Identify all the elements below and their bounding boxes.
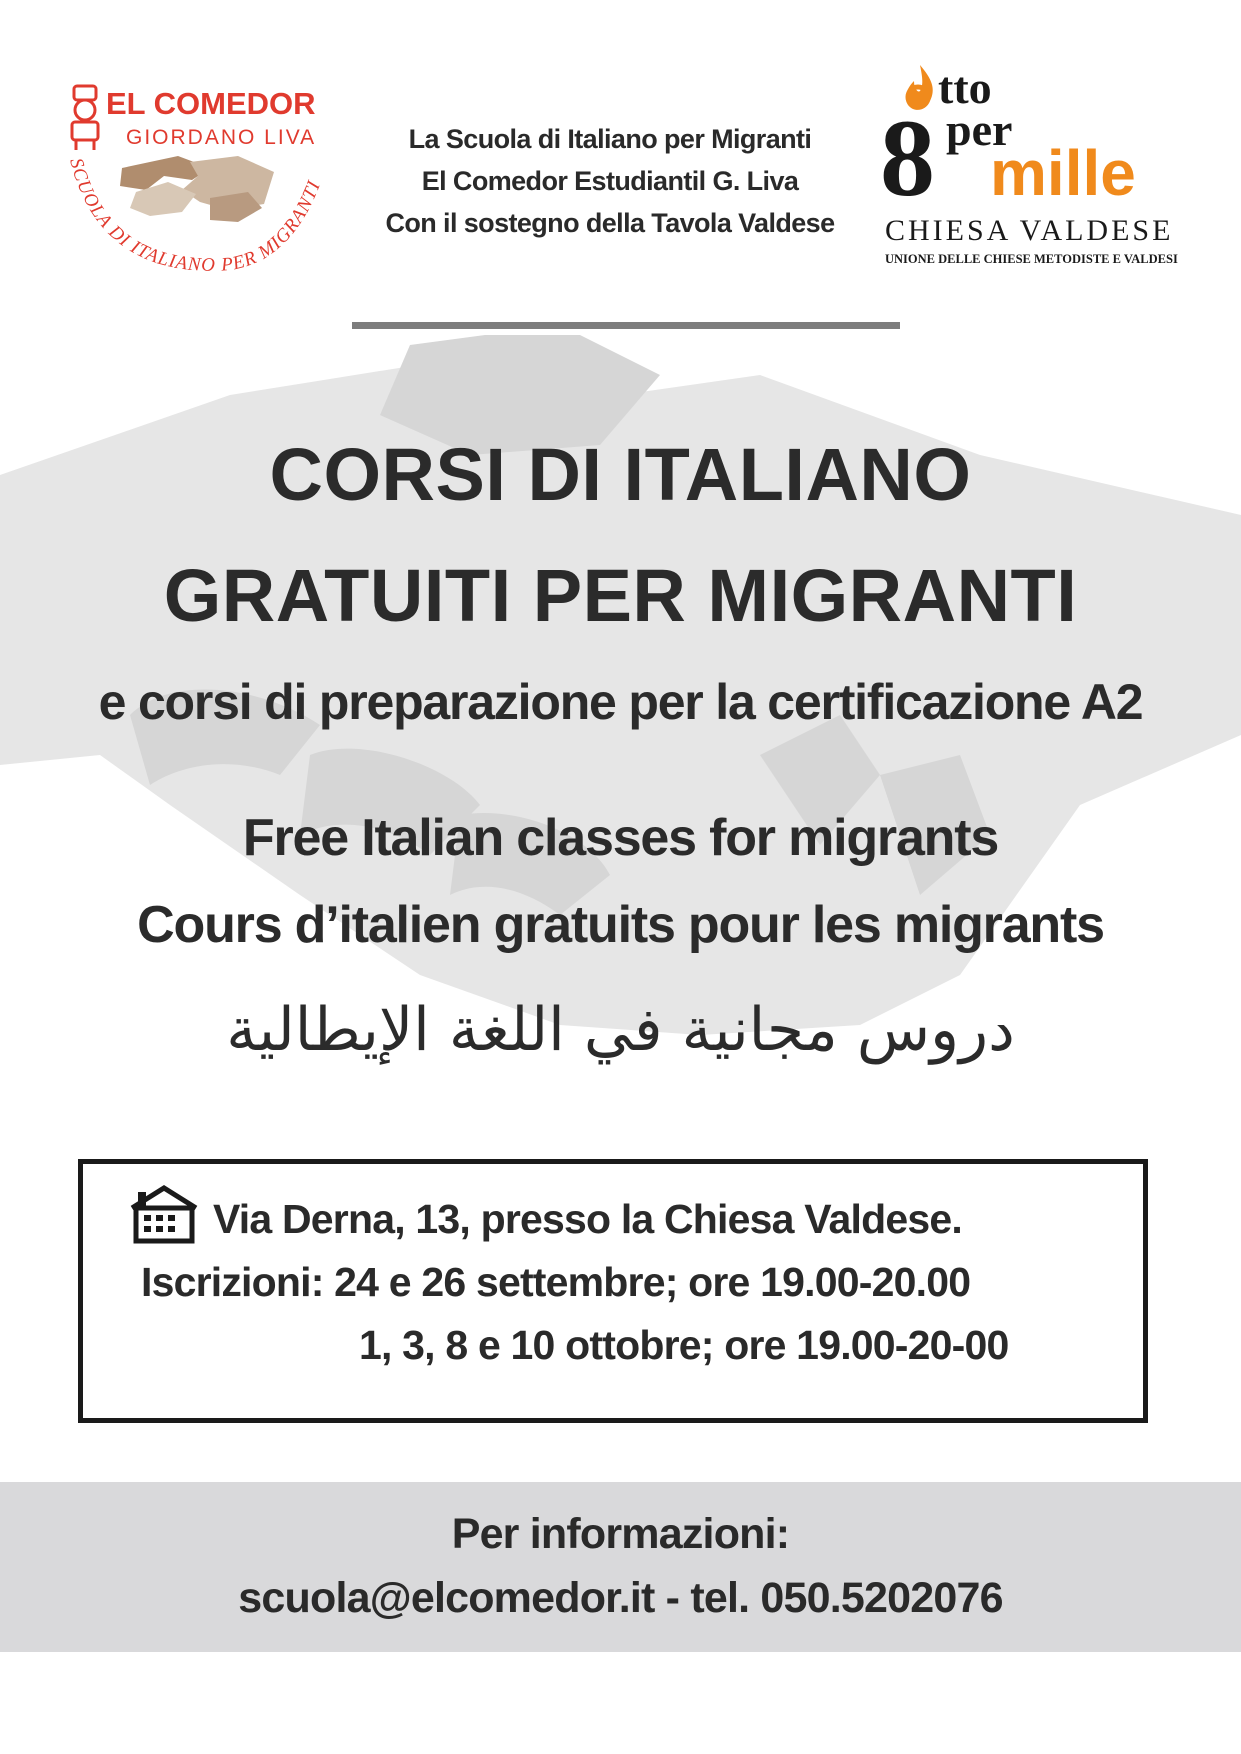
logo-church-text: CHIESA VALDESE xyxy=(885,214,1174,247)
logo-brand-text: EL COMEDOR xyxy=(106,86,316,121)
info-box xyxy=(78,1159,1148,1423)
otto-per-mille-logo xyxy=(880,55,1210,275)
logo-digit-text: 8 xyxy=(880,97,935,219)
contact-footer xyxy=(0,1482,1241,1652)
header-organisation-text xyxy=(380,118,840,244)
contact-label: Per informazioni: xyxy=(451,1510,790,1558)
header-divider xyxy=(352,322,900,329)
handshake-icon xyxy=(120,156,274,222)
french-text: Cours d’italien gratuits pour les migrants xyxy=(137,896,1104,954)
title-line-1: CORSI DI ITALIANO xyxy=(269,433,972,516)
english-text: Free Italian classes for migrants xyxy=(242,809,999,867)
logo-per-text: per xyxy=(946,104,1013,155)
logo-mille-text: mille xyxy=(990,137,1136,209)
arabic-text: دروس مجانية في اللغة الإيطالية xyxy=(226,995,1015,1065)
subtitle-a2: e corsi di preparazione per la certificazione A2 xyxy=(98,674,1143,730)
header-line: La Scuola di Italiano per Migranti xyxy=(408,124,812,154)
header-line: El Comedor Estudiantil G. Liva xyxy=(421,166,799,196)
address-text: Via Derna, 13, presso la Chiesa Valdese. xyxy=(213,1196,962,1242)
logo-name-text: GIORDANO LIVA xyxy=(126,126,317,149)
logo-arc-text: SCUOLA DI ITALIANO PER MIGRANTI xyxy=(65,155,326,276)
header-line: Con il sostegno della Tavola Valdese xyxy=(385,208,835,238)
enrolment-dates-line-2: 1, 3, 8 e 10 ottobre; ore 19.00-20-00 xyxy=(359,1322,1009,1368)
enrolment-dates-line-1: Iscrizioni: 24 e 26 settembre; ore 19.00-20.00 xyxy=(141,1259,971,1305)
contact-details: scuola@elcomedor.it - tel. 050.5202076 xyxy=(238,1574,1003,1622)
logo-otto-text: tto xyxy=(938,62,992,113)
mascot-icon xyxy=(72,86,98,150)
title-line-2: GRATUITI PER MIGRANTI xyxy=(163,554,1078,637)
logo-union-text: UNIONE DELLE CHIESE METODISTE E VALDESI xyxy=(885,252,1178,266)
house-icon xyxy=(128,1184,200,1244)
el-comedor-logo xyxy=(60,80,340,280)
